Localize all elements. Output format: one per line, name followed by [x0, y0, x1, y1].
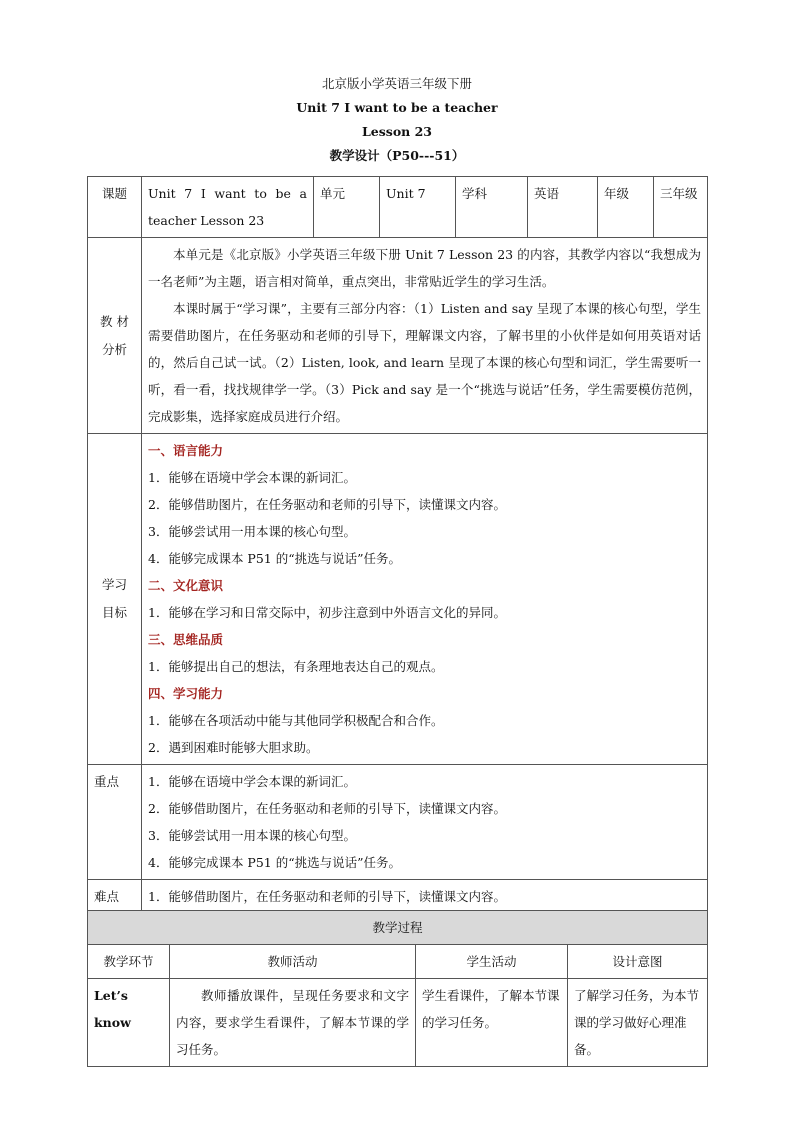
goal-item: 1．能够提出自己的想法，有条理地表达自己的观点。: [148, 659, 444, 674]
goal-item: 4．能够完成课本 P51 的“挑选与说话”任务。: [148, 551, 401, 566]
difficult-points-label: 难点: [88, 880, 142, 941]
nianji-label: 年级: [598, 177, 654, 238]
goals-heading-thinking: 三、思维品质: [148, 632, 224, 647]
goals-heading-learning: 四、学习能力: [148, 686, 224, 701]
key-points-row: [88, 765, 708, 880]
goal-item: 2．能够借助图片，在任务驱动和老师的引导下，读懂课文内容。: [148, 497, 506, 512]
teacher-activity-cell: 教师播放课件，呈现任务要求和文字内容，要求学生看课件，了解本节课的学习任务。: [170, 979, 416, 1067]
goals-label: 学习 目标: [88, 434, 142, 765]
danyuan-label: 单元: [314, 177, 380, 238]
key-point-item: 2．能够借助图片，在任务驱动和老师的引导下，读懂课文内容。: [148, 801, 506, 816]
analysis-paragraph-2: 本课时属于“学习课”，主要有三部分内容：（1）Listen and say 呈现了本课的核心句型，学生需要借助图片，在任务驱动和老师的引导下，理解课文内容，了解书里的小伙伴是如何用英语对话的，然后自己试一试。（2）Listen, look, and learn 呈现了本课的核心句型和词汇，学生需要听一听，看一看，找找规律学一学。（3）Pick and say 是一个“挑选与说话”任务，学生需要模仿范例，完成影集，选择家庭成员进行介绍。: [148, 301, 701, 424]
process-header-row: [88, 945, 708, 979]
col-student-header: 学生活动: [416, 945, 568, 979]
student-activity-cell: 学生看课件，了解本节课的学习任务。: [416, 979, 568, 1067]
goal-item: 2．遇到困难时能够大胆求助。: [148, 740, 319, 755]
col-teacher-header: 教师活动: [170, 945, 416, 979]
analysis-row: [88, 238, 708, 434]
goals-heading-language: 一、语言能力: [148, 443, 224, 458]
goals-content: [142, 434, 708, 765]
lesson-info-table: [87, 176, 708, 941]
goal-item: 1．能够在语境中学会本课的新词汇。: [148, 470, 356, 485]
col-stage-header: 教学环节: [88, 945, 170, 979]
info-row: [88, 177, 708, 238]
goal-item: 3．能够尝试用一用本课的核心句型。: [148, 524, 356, 539]
analysis-label: 教 材 分析: [88, 238, 142, 434]
process-row: [88, 979, 708, 1067]
key-points-label: 重点: [88, 765, 142, 880]
keti-label: 课题: [88, 177, 142, 238]
keti-value: Unit 7 I want to be a teacher Lesson 23: [142, 177, 314, 238]
title-lesson: Lesson 23: [362, 124, 432, 139]
goal-item: 1．能够在各项活动中能与其他同学积极配合和合作。: [148, 713, 444, 728]
goal-item: 1．能够在学习和日常交际中，初步注意到中外语言文化的异同。: [148, 605, 506, 620]
col-intent-header: 设计意图: [568, 945, 708, 979]
difficult-point-item: 1．能够借助图片，在任务驱动和老师的引导下，读懂课文内容。: [148, 889, 506, 904]
xueke-label: 学科: [456, 177, 528, 238]
title-design: 教学设计（P50---51）: [329, 148, 465, 163]
goals-row: [88, 434, 708, 765]
key-point-item: 4．能够完成课本 P51 的“挑选与说话”任务。: [148, 855, 401, 870]
key-points-content: [142, 765, 708, 880]
process-title: 教学过程: [88, 911, 708, 945]
teaching-process-table: [87, 910, 708, 1067]
title-textbook: 北京版小学英语三年级下册: [321, 76, 472, 91]
xueke-value: 英语: [528, 177, 598, 238]
analysis-paragraph-1: 本单元是《北京版》小学英语三年级下册 Unit 7 Lesson 23 的内容，其教学内容以“我想成为一名老师”为主题，语言相对简单，重点突出，非常贴近学生的学习生活。: [148, 247, 701, 289]
document-title-block: [0, 72, 794, 168]
key-point-item: 1．能够在语境中学会本课的新词汇。: [148, 774, 356, 789]
stage-cell: Let’s know: [88, 979, 170, 1067]
title-unit: Unit 7 I want to be a teacher: [296, 100, 498, 115]
nianji-value: 三年级: [654, 177, 708, 238]
process-title-row: [88, 911, 708, 945]
goals-heading-culture: 二、文化意识: [148, 578, 224, 593]
danyuan-value: Unit 7: [380, 177, 456, 238]
key-point-item: 3．能够尝试用一用本课的核心句型。: [148, 828, 356, 843]
analysis-content: [142, 238, 708, 434]
design-intent-cell: 了解学习任务，为本节课的学习做好心理准备。: [568, 979, 708, 1067]
